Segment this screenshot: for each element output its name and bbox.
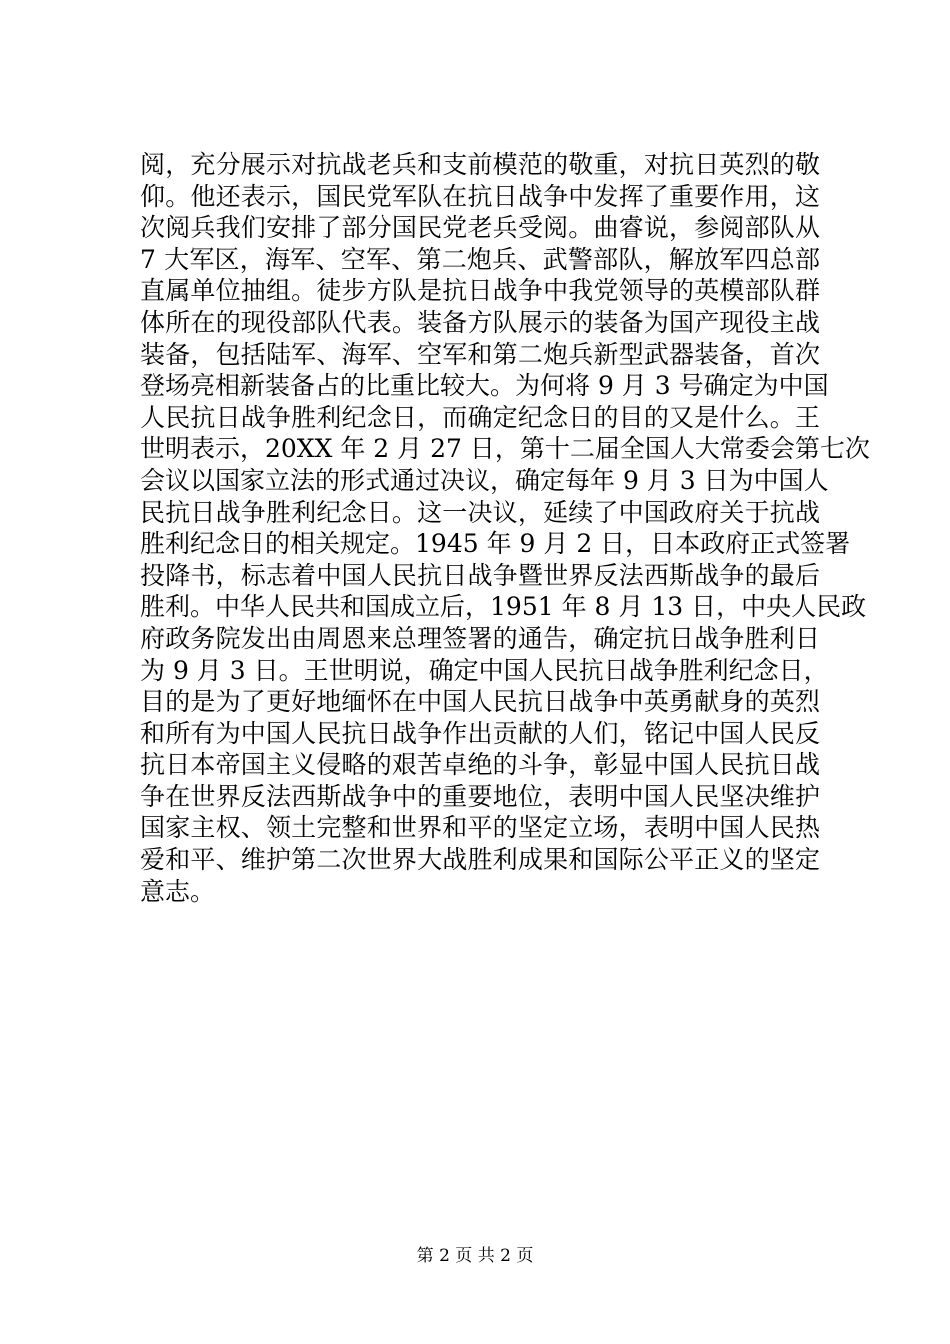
- text-line: 目的是为了更好地缅怀在中国人民抗日战争中英勇献身的英烈: [140, 687, 820, 717]
- text-line: 胜利纪念日的相关规定。1945 年 9 月 2 日，日本政府正式签署: [140, 529, 851, 559]
- text-line: 国家主权、领土完整和世界和平的坚定立场，表明中国人民热: [140, 813, 820, 843]
- text-line: 仰。他还表示，国民党军队在抗日战争中发挥了重要作用，这: [140, 181, 820, 211]
- text-line: 府政务院发出由周恩来总理签署的通告，确定抗日战争胜利日: [140, 623, 820, 653]
- text-line: 阅，充分展示对抗战老兵和支前模范的敬重，对抗日英烈的敬: [140, 150, 820, 179]
- text-line: 直属单位抽组。徒步方队是抗日战争中我党领导的英模部队群: [140, 276, 820, 306]
- text-line: 次阅兵我们安排了部分国民党老兵受阅。曲睿说，参阅部队从: [140, 213, 820, 243]
- text-line: 世明表示，20XX 年 2 月 27 日，第十二届全国人大常委会第七次: [140, 434, 870, 464]
- text-line: 民抗日战争胜利纪念日。这一决议，延续了中国政府关于抗战: [140, 497, 820, 527]
- text-line: 投降书，标志着中国人民抗日战争暨世界反法西斯战争的最后: [140, 560, 820, 590]
- text-line: 爱和平、维护第二次世界大战胜利成果和国际公平正义的坚定: [140, 845, 820, 875]
- text-line: 7 大军区，海军、空军、第二炮兵、武警部队，解放军四总部: [140, 244, 820, 274]
- text-line: 意志。: [140, 876, 216, 906]
- text-line: 抗日本帝国主义侵略的艰苦卓绝的斗争，彰显中国人民抗日战: [140, 750, 820, 780]
- document-body: [140, 149, 870, 907]
- text-line: 争在世界反法西斯战争中的重要地位，表明中国人民坚决维护: [140, 781, 820, 811]
- text-line: 装备，包括陆军、海军、空军和第二炮兵新型武器装备，首次: [140, 339, 820, 369]
- text-line: 会议以国家立法的形式通过决议，确定每年 9 月 3 日为中国人: [140, 465, 829, 495]
- page-number-footer: 第 2 页 共 2 页: [416, 1246, 534, 1266]
- text-line: 体所在的现役部队代表。装备方队展示的装备为国产现役主战: [140, 307, 820, 337]
- text-line: 胜利。中华人民共和国成立后，1951 年 8 月 13 日，中央人民政: [140, 592, 867, 622]
- text-line: 人民抗日战争胜利纪念日，而确定纪念日的目的又是什么。王: [140, 402, 820, 432]
- text-line: 为 9 月 3 日。王世明说，确定中国人民抗日战争胜利纪念日，: [140, 655, 829, 685]
- text-line: 登场亮相新装备占的比重比较大。为何将 9 月 3 号确定为中国: [140, 371, 829, 401]
- text-line: 和所有为中国人民抗日战争作出贡献的人们，铭记中国人民反: [140, 718, 820, 748]
